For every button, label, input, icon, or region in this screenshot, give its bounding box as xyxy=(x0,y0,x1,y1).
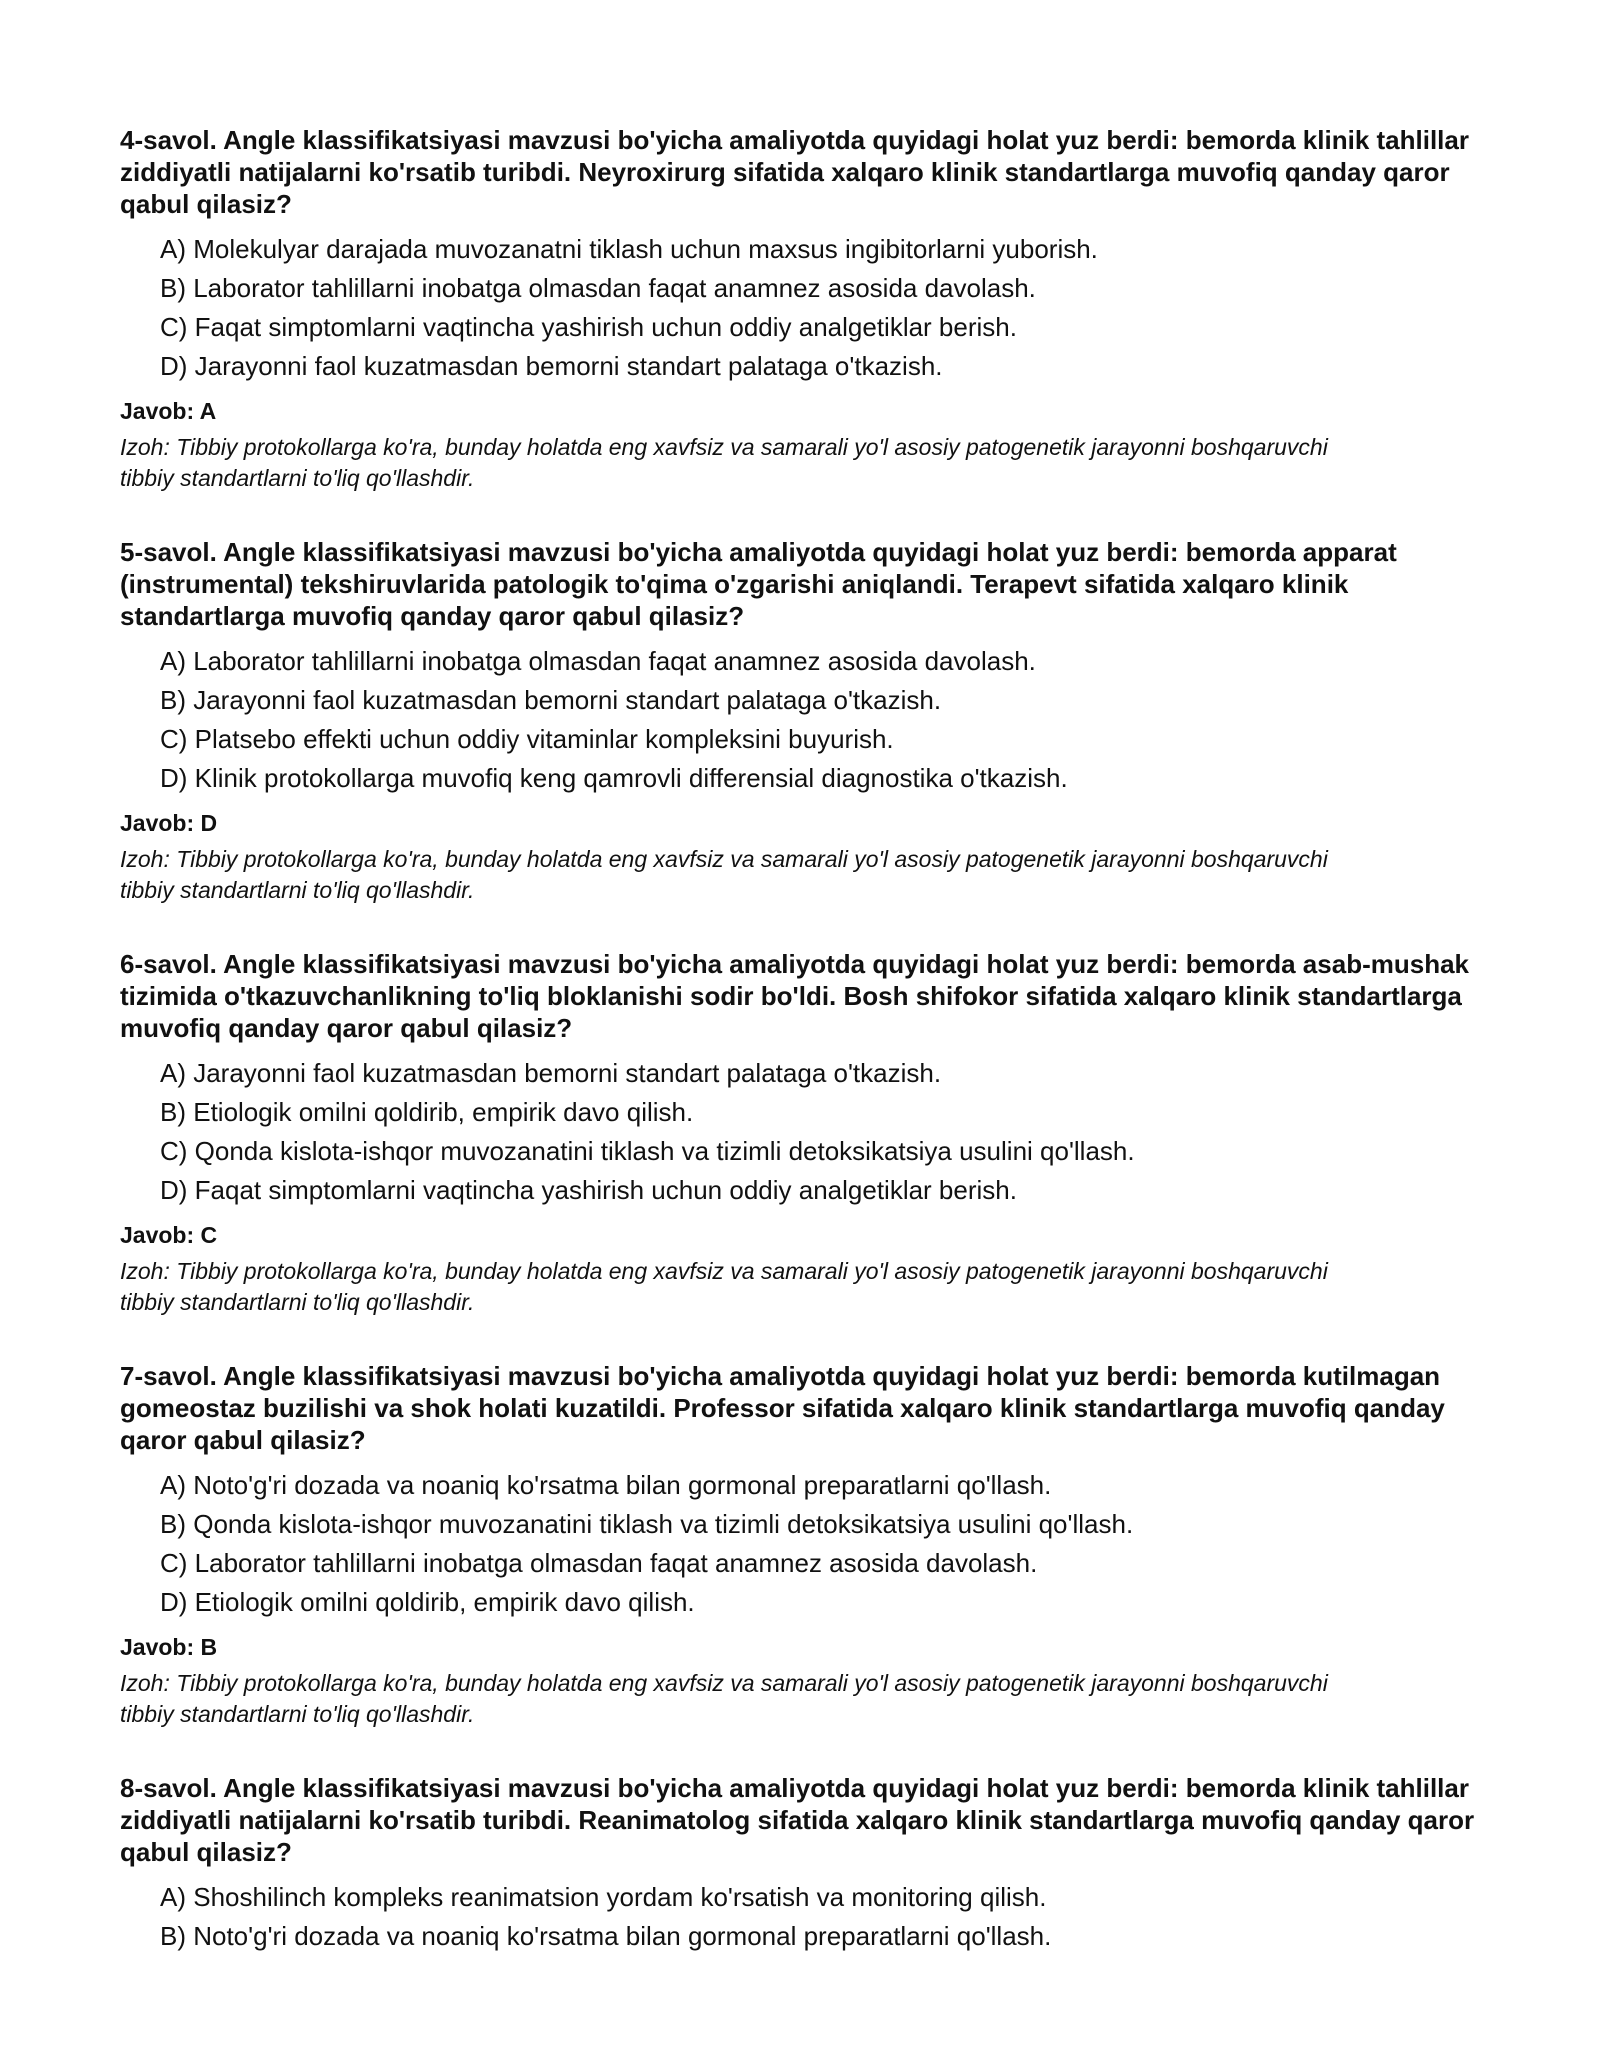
option-c: C) Laborator tahlillarni inobatga olmasdan faqat anamnez asosida davolash. xyxy=(160,1548,1038,1578)
question-text: 6-savol. Angle klassifikatsiyasi mavzusi bo'yicha amaliyotda quyidagi holat yuz berdi: bemorda asab-mushak tizimida o'tkazuvchanlikning to'liq bloklanishi sodir bo'ldi. Bosh shifokor sifatida xalqaro klinik standartlarga muvofiq qanday qaror qabul qilasiz? xyxy=(120,949,1469,1043)
option-list xyxy=(120,1466,1500,1622)
option-a: A) Molekulyar darajada muvozanatni tiklash uchun maxsus ingibitorlarni yuborish. xyxy=(160,234,1098,264)
answer-label: Javob: B xyxy=(120,1634,218,1660)
question-block xyxy=(120,1360,1500,1730)
option-b: B) Jarayonni faol kuzatmasdan bemorni standart palataga o'tkazish. xyxy=(160,685,942,715)
option-list xyxy=(120,1878,1500,1956)
question-text: 5-savol. Angle klassifikatsiyasi mavzusi bo'yicha amaliyotda quyidagi holat yuz berdi: bemorda apparat (instrumental) tekshiruvlarida patologik to'qima o'zgarishi aniqlandi. Terapevt sifatida xalqaro klinik standartlarga muvofiq qanday qaror qabul qilasiz? xyxy=(120,537,1397,631)
question-text: 7-savol. Angle klassifikatsiyasi mavzusi bo'yicha amaliyotda quyidagi holat yuz berdi: bemorda kutilmagan gomeostaz buzilishi va shok holati kuzatildi. Professor sifatida xalqaro klinik standartlarga muvofiq qanday qaror qabul qilasiz? xyxy=(120,1361,1445,1455)
question-text: 4-savol. Angle klassifikatsiyasi mavzusi bo'yicha amaliyotda quyidagi holat yuz berdi: bemorda klinik tahlillar ziddiyatli natijalarni ko'rsatib turibdi. Neyroxirurg sifatida xalqaro klinik standartlarga muvofiq qanday qaror qabul qilasiz? xyxy=(120,125,1469,219)
answer-label: Javob: C xyxy=(120,1222,218,1248)
option-a: A) Laborator tahlillarni inobatga olmasdan faqat anamnez asosida davolash. xyxy=(160,646,1036,676)
option-d: D) Etiologik omilni qoldirib, empirik davo qilish. xyxy=(160,1587,695,1617)
option-a: A) Jarayonni faol kuzatmasdan bemorni standart palataga o'tkazish. xyxy=(160,1058,942,1088)
option-b: B) Noto'g'ri dozada va noaniq ko'rsatma bilan gormonal preparatlarni qo'llash. xyxy=(160,1921,1052,1951)
question-block xyxy=(120,536,1500,906)
option-list xyxy=(120,642,1500,798)
option-list xyxy=(120,230,1500,386)
option-list xyxy=(120,1054,1500,1210)
answer-label: Javob: A xyxy=(120,398,217,424)
explanation-note: Izoh: Tibbiy protokollarga ko'ra, bunday holatda eng xavfsiz va samarali yo'l asosiy patogenetik jarayonni boshqaruvchi tibbiy standartlarni to'liq qo'llashdir. xyxy=(120,1258,1328,1315)
option-d: D) Klinik protokollarga muvofiq keng qamrovli differensial diagnostika o'tkazish. xyxy=(160,763,1068,793)
option-c: C) Platsebo effekti uchun oddiy vitaminlar kompleksini buyurish. xyxy=(160,724,894,754)
question-block xyxy=(120,1772,1500,1956)
option-a: A) Shoshilinch kompleks reanimatsion yordam ko'rsatish va monitoring qilish. xyxy=(160,1882,1047,1912)
question-text: 8-savol. Angle klassifikatsiyasi mavzusi bo'yicha amaliyotda quyidagi holat yuz berdi: bemorda klinik tahlillar ziddiyatli natijalarni ko'rsatib turibdi. Reanimatolog sifatida xalqaro klinik standartlarga muvofiq qanday qaror qabul qilasiz? xyxy=(120,1773,1475,1867)
answer-label: Javob: D xyxy=(120,810,218,836)
question-block xyxy=(120,124,1500,494)
explanation-note: Izoh: Tibbiy protokollarga ko'ra, bunday holatda eng xavfsiz va samarali yo'l asosiy patogenetik jarayonni boshqaruvchi tibbiy standartlarni to'liq qo'llashdir. xyxy=(120,1670,1328,1727)
option-d: D) Faqat simptomlarni vaqtincha yashirish uchun oddiy analgetiklar berish. xyxy=(160,1175,1017,1205)
option-c: C) Faqat simptomlarni vaqtincha yashirish uchun oddiy analgetiklar berish. xyxy=(160,312,1017,342)
explanation-note: Izoh: Tibbiy protokollarga ko'ra, bunday holatda eng xavfsiz va samarali yo'l asosiy patogenetik jarayonni boshqaruvchi tibbiy standartlarni to'liq qo'llashdir. xyxy=(120,434,1328,491)
option-b: B) Laborator tahlillarni inobatga olmasdan faqat anamnez asosida davolash. xyxy=(160,273,1036,303)
option-b: B) Etiologik omilni qoldirib, empirik davo qilish. xyxy=(160,1097,694,1127)
option-b: B) Qonda kislota-ishqor muvozanatini tiklash va tizimli detoksikatsiya usulini qo'llash. xyxy=(160,1509,1134,1539)
option-d: D) Jarayonni faol kuzatmasdan bemorni standart palataga o'tkazish. xyxy=(160,351,943,381)
option-c: C) Qonda kislota-ishqor muvozanatini tiklash va tizimli detoksikatsiya usulini qo'llash. xyxy=(160,1136,1135,1166)
explanation-note: Izoh: Tibbiy protokollarga ko'ra, bunday holatda eng xavfsiz va samarali yo'l asosiy patogenetik jarayonni boshqaruvchi tibbiy standartlarni to'liq qo'llashdir. xyxy=(120,846,1328,903)
option-a: A) Noto'g'ri dozada va noaniq ko'rsatma bilan gormonal preparatlarni qo'llash. xyxy=(160,1470,1052,1500)
question-block xyxy=(120,948,1500,1318)
